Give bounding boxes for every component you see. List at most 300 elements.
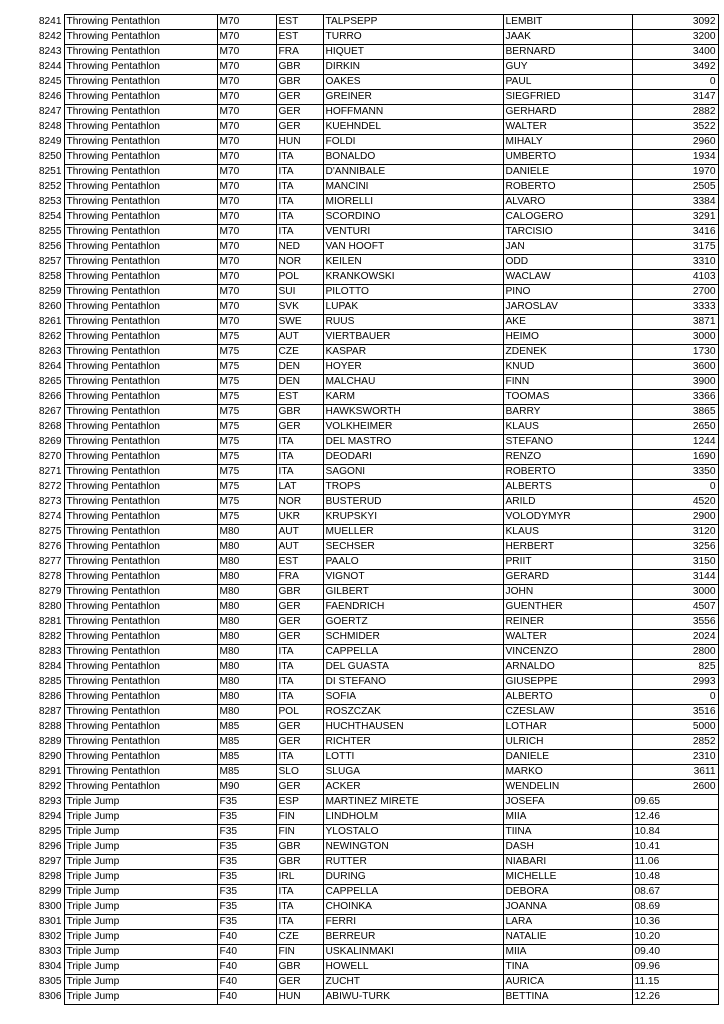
event-cell: Throwing Pentathlon <box>64 525 217 540</box>
category-cell: M70 <box>217 150 276 165</box>
table-row <box>28 390 718 405</box>
table-row <box>28 330 718 345</box>
last-name-cell: RICHTER <box>323 735 503 750</box>
event-cell: Throwing Pentathlon <box>64 420 217 435</box>
category-cell: F35 <box>217 915 276 930</box>
first-name-cell: ALVARO <box>503 195 632 210</box>
row-number: 8279 <box>38 586 62 597</box>
table-row <box>28 555 718 570</box>
event-cell: Throwing Pentathlon <box>64 540 217 555</box>
points-cell: 3492 <box>632 60 718 75</box>
first-name-cell: CZESLAW <box>503 705 632 720</box>
event-cell: Throwing Pentathlon <box>64 510 217 525</box>
category-cell: M75 <box>217 375 276 390</box>
last-name-cell: PILOTTO <box>323 285 503 300</box>
mark-cell: 11.06 <box>632 855 718 870</box>
first-name-cell: UMBERTO <box>503 150 632 165</box>
nation-cell: GER <box>276 735 323 750</box>
table-row <box>28 660 718 675</box>
table-row <box>28 405 718 420</box>
last-name-cell: SECHSER <box>323 540 503 555</box>
row-number: 8246 <box>38 91 62 102</box>
category-cell: F35 <box>217 795 276 810</box>
table-row <box>28 480 718 495</box>
table-row <box>28 510 718 525</box>
table-row <box>28 885 718 900</box>
table-row <box>28 795 718 810</box>
mark-cell: 12.46 <box>632 810 718 825</box>
mark-cell: 10.48 <box>632 870 718 885</box>
row-number: 8280 <box>38 601 62 612</box>
row-number: 8251 <box>38 166 62 177</box>
event-cell: Throwing Pentathlon <box>64 675 217 690</box>
row-number: 8287 <box>38 706 62 717</box>
row-number: 8274 <box>38 511 62 522</box>
last-name-cell: TALPSEPP <box>323 15 503 30</box>
first-name-cell: ROBERTO <box>503 180 632 195</box>
first-name-cell: HERBERT <box>503 540 632 555</box>
first-name-cell: PINO <box>503 285 632 300</box>
row-number: 8289 <box>38 736 62 747</box>
first-name-cell: ARILD <box>503 495 632 510</box>
event-cell: Throwing Pentathlon <box>64 615 217 630</box>
first-name-cell: GUY <box>503 60 632 75</box>
first-name-cell: ODD <box>503 255 632 270</box>
table-row <box>28 675 718 690</box>
last-name-cell: DEL MASTRO <box>323 435 503 450</box>
points-cell: 0 <box>632 690 718 705</box>
last-name-cell: HAWKSWORTH <box>323 405 503 420</box>
row-number: 8261 <box>38 316 62 327</box>
category-cell: M70 <box>217 180 276 195</box>
nation-cell: AUT <box>276 330 323 345</box>
table-row <box>28 30 718 45</box>
event-cell: Throwing Pentathlon <box>64 255 217 270</box>
nation-cell: HUN <box>276 990 323 1005</box>
nation-cell: GBR <box>276 840 323 855</box>
row-number: 8263 <box>38 346 62 357</box>
category-cell: M70 <box>217 120 276 135</box>
category-cell: M70 <box>217 315 276 330</box>
points-cell: 2900 <box>632 510 718 525</box>
nation-cell: FRA <box>276 45 323 60</box>
row-number: 8284 <box>38 661 62 672</box>
last-name-cell: HUCHTHAUSEN <box>323 720 503 735</box>
first-name-cell: ALBERTO <box>503 690 632 705</box>
nation-cell: GER <box>276 120 323 135</box>
last-name-cell: GREINER <box>323 90 503 105</box>
nation-cell: SLO <box>276 765 323 780</box>
points-cell: 2700 <box>632 285 718 300</box>
last-name-cell: HOYER <box>323 360 503 375</box>
row-number: 8268 <box>38 421 62 432</box>
nation-cell: ITA <box>276 450 323 465</box>
first-name-cell: ZDENEK <box>503 345 632 360</box>
event-cell: Triple Jump <box>64 825 217 840</box>
nation-cell: GBR <box>276 855 323 870</box>
nation-cell: ITA <box>276 165 323 180</box>
row-number: 8292 <box>38 781 62 792</box>
last-name-cell: BUSTERUD <box>323 495 503 510</box>
last-name-cell: ABIWU-TURK <box>323 990 503 1005</box>
row-number: 8288 <box>38 721 62 732</box>
first-name-cell: HEIMO <box>503 330 632 345</box>
table-row <box>28 840 718 855</box>
nation-cell: GER <box>276 615 323 630</box>
row-number: 8285 <box>38 676 62 687</box>
nation-cell: FIN <box>276 945 323 960</box>
category-cell: M80 <box>217 630 276 645</box>
last-name-cell: KARM <box>323 390 503 405</box>
category-cell: M75 <box>217 435 276 450</box>
row-number: 8290 <box>38 751 62 762</box>
category-cell: M80 <box>217 555 276 570</box>
row-number: 8252 <box>38 181 62 192</box>
category-cell: M75 <box>217 390 276 405</box>
table-row <box>28 45 718 60</box>
event-cell: Triple Jump <box>64 855 217 870</box>
last-name-cell: SOFIA <box>323 690 503 705</box>
category-cell: M70 <box>217 45 276 60</box>
last-name-cell: MANCINI <box>323 180 503 195</box>
category-cell: F40 <box>217 945 276 960</box>
first-name-cell: LOTHAR <box>503 720 632 735</box>
points-cell: 3333 <box>632 300 718 315</box>
category-cell: M85 <box>217 765 276 780</box>
table-row <box>28 120 718 135</box>
table-row <box>28 585 718 600</box>
last-name-cell: MALCHAU <box>323 375 503 390</box>
last-name-cell: USKALINMAKI <box>323 945 503 960</box>
nation-cell: GER <box>276 630 323 645</box>
nation-cell: DEN <box>276 375 323 390</box>
category-cell: M80 <box>217 570 276 585</box>
row-number: 8291 <box>38 766 62 777</box>
first-name-cell: JOANNA <box>503 900 632 915</box>
last-name-cell: SCHMIDER <box>323 630 503 645</box>
event-cell: Throwing Pentathlon <box>64 495 217 510</box>
points-cell: 3366 <box>632 390 718 405</box>
nation-cell: EST <box>276 15 323 30</box>
event-cell: Throwing Pentathlon <box>64 585 217 600</box>
nation-cell: IRL <box>276 870 323 885</box>
table-row <box>28 495 718 510</box>
first-name-cell: NATALIE <box>503 930 632 945</box>
event-cell: Triple Jump <box>64 945 217 960</box>
points-cell: 3556 <box>632 615 718 630</box>
row-number: 8299 <box>38 886 62 897</box>
nation-cell: FRA <box>276 570 323 585</box>
category-cell: M75 <box>217 420 276 435</box>
first-name-cell: TIINA <box>503 825 632 840</box>
row-number: 8244 <box>38 61 62 72</box>
table-row <box>28 345 718 360</box>
nation-cell: CZE <box>276 930 323 945</box>
nation-cell: GER <box>276 420 323 435</box>
nation-cell: CZE <box>276 345 323 360</box>
table-row <box>28 165 718 180</box>
row-number: 8248 <box>38 121 62 132</box>
row-number: 8250 <box>38 151 62 162</box>
nation-cell: UKR <box>276 510 323 525</box>
nation-cell: ITA <box>276 915 323 930</box>
category-cell: F35 <box>217 825 276 840</box>
first-name-cell: WACLAW <box>503 270 632 285</box>
points-cell: 3175 <box>632 240 718 255</box>
event-cell: Throwing Pentathlon <box>64 30 217 45</box>
event-cell: Throwing Pentathlon <box>64 60 217 75</box>
event-cell: Throwing Pentathlon <box>64 120 217 135</box>
row-number: 8267 <box>38 406 62 417</box>
first-name-cell: DEBORA <box>503 885 632 900</box>
nation-cell: ITA <box>276 750 323 765</box>
points-cell: 1244 <box>632 435 718 450</box>
last-name-cell: ACKER <box>323 780 503 795</box>
last-name-cell: D'ANNIBALE <box>323 165 503 180</box>
row-number: 8297 <box>38 856 62 867</box>
first-name-cell: MIIA <box>503 945 632 960</box>
row-number: 8305 <box>38 976 62 987</box>
table-row <box>28 690 718 705</box>
row-number: 8265 <box>38 376 62 387</box>
last-name-cell: KEILEN <box>323 255 503 270</box>
category-cell: M70 <box>217 270 276 285</box>
row-number: 8278 <box>38 571 62 582</box>
category-cell: M80 <box>217 660 276 675</box>
nation-cell: NOR <box>276 255 323 270</box>
table-row <box>28 915 718 930</box>
points-cell: 3871 <box>632 315 718 330</box>
nation-cell: LAT <box>276 480 323 495</box>
points-cell: 0 <box>632 480 718 495</box>
table-row <box>28 600 718 615</box>
row-number: 8247 <box>38 106 62 117</box>
nation-cell: ITA <box>276 435 323 450</box>
points-cell: 1970 <box>632 165 718 180</box>
table-row <box>28 135 718 150</box>
table-row <box>28 285 718 300</box>
nation-cell: ITA <box>276 900 323 915</box>
last-name-cell: HOWELL <box>323 960 503 975</box>
first-name-cell: GERARD <box>503 570 632 585</box>
category-cell: F35 <box>217 870 276 885</box>
event-cell: Throwing Pentathlon <box>64 450 217 465</box>
last-name-cell: KASPAR <box>323 345 503 360</box>
last-name-cell: VENTURI <box>323 225 503 240</box>
nation-cell: SVK <box>276 300 323 315</box>
last-name-cell: SAGONI <box>323 465 503 480</box>
table-row <box>28 990 718 1005</box>
row-number: 8273 <box>38 496 62 507</box>
first-name-cell: SIEGFRIED <box>503 90 632 105</box>
points-cell: 2310 <box>632 750 718 765</box>
last-name-cell: CAPPELLA <box>323 645 503 660</box>
last-name-cell: DURING <box>323 870 503 885</box>
event-cell: Throwing Pentathlon <box>64 105 217 120</box>
event-cell: Throwing Pentathlon <box>64 165 217 180</box>
last-name-cell: DEODARI <box>323 450 503 465</box>
points-cell: 4103 <box>632 270 718 285</box>
table-row <box>28 300 718 315</box>
points-cell: 2960 <box>632 135 718 150</box>
last-name-cell: BERREUR <box>323 930 503 945</box>
event-cell: Throwing Pentathlon <box>64 630 217 645</box>
event-cell: Throwing Pentathlon <box>64 405 217 420</box>
event-cell: Throwing Pentathlon <box>64 225 217 240</box>
first-name-cell: FINN <box>503 375 632 390</box>
last-name-cell: KRUPSKYI <box>323 510 503 525</box>
points-cell: 2993 <box>632 675 718 690</box>
event-cell: Throwing Pentathlon <box>64 330 217 345</box>
first-name-cell: LARA <box>503 915 632 930</box>
row-number: 8298 <box>38 871 62 882</box>
table-row <box>28 270 718 285</box>
event-cell: Throwing Pentathlon <box>64 240 217 255</box>
last-name-cell: CAPPELLA <box>323 885 503 900</box>
event-cell: Throwing Pentathlon <box>64 360 217 375</box>
last-name-cell: GOERTZ <box>323 615 503 630</box>
last-name-cell: DIRKIN <box>323 60 503 75</box>
row-number: 8306 <box>38 991 62 1002</box>
nation-cell: GBR <box>276 60 323 75</box>
nation-cell: FIN <box>276 825 323 840</box>
first-name-cell: KLAUS <box>503 525 632 540</box>
category-cell: F40 <box>217 930 276 945</box>
category-cell: M70 <box>217 135 276 150</box>
row-number: 8258 <box>38 271 62 282</box>
points-cell: 1934 <box>632 150 718 165</box>
category-cell: M75 <box>217 330 276 345</box>
first-name-cell: ARNALDO <box>503 660 632 675</box>
event-cell: Throwing Pentathlon <box>64 15 217 30</box>
nation-cell: ITA <box>276 465 323 480</box>
points-cell: 3092 <box>632 15 718 30</box>
category-cell: M70 <box>217 165 276 180</box>
category-cell: M70 <box>217 285 276 300</box>
event-cell: Triple Jump <box>64 810 217 825</box>
last-name-cell: VIGNOT <box>323 570 503 585</box>
nation-cell: POL <box>276 270 323 285</box>
category-cell: M70 <box>217 195 276 210</box>
row-number: 8270 <box>38 451 62 462</box>
category-cell: F35 <box>217 810 276 825</box>
row-number: 8257 <box>38 256 62 267</box>
mark-cell: 08.69 <box>632 900 718 915</box>
first-name-cell: TOOMAS <box>503 390 632 405</box>
points-cell: 2505 <box>632 180 718 195</box>
category-cell: M75 <box>217 495 276 510</box>
category-cell: M75 <box>217 480 276 495</box>
nation-cell: GER <box>276 600 323 615</box>
nation-cell: FIN <box>276 810 323 825</box>
last-name-cell: LUPAK <box>323 300 503 315</box>
table-row <box>28 180 718 195</box>
mark-cell: 10.84 <box>632 825 718 840</box>
row-number: 8249 <box>38 136 62 147</box>
table-row <box>28 825 718 840</box>
category-cell: F35 <box>217 855 276 870</box>
results-table-body <box>28 15 718 1005</box>
last-name-cell: HOFFMANN <box>323 105 503 120</box>
last-name-cell: RUUS <box>323 315 503 330</box>
last-name-cell: LINDHOLM <box>323 810 503 825</box>
row-number: 8295 <box>38 826 62 837</box>
nation-cell: GER <box>276 105 323 120</box>
row-number: 8241 <box>38 16 62 27</box>
points-cell: 5000 <box>632 720 718 735</box>
first-name-cell: REINER <box>503 615 632 630</box>
table-row <box>28 105 718 120</box>
last-name-cell: YLOSTALO <box>323 825 503 840</box>
first-name-cell: AKE <box>503 315 632 330</box>
nation-cell: GER <box>276 90 323 105</box>
row-number: 8260 <box>38 301 62 312</box>
points-cell: 3310 <box>632 255 718 270</box>
table-row <box>28 315 718 330</box>
category-cell: M70 <box>217 90 276 105</box>
nation-cell: ITA <box>276 690 323 705</box>
first-name-cell: BERNARD <box>503 45 632 60</box>
row-number: 8255 <box>38 226 62 237</box>
first-name-cell: LEMBIT <box>503 15 632 30</box>
first-name-cell: MARKO <box>503 765 632 780</box>
category-cell: M90 <box>217 780 276 795</box>
table-row <box>28 195 718 210</box>
row-number: 8301 <box>38 916 62 927</box>
first-name-cell: ALBERTS <box>503 480 632 495</box>
category-cell: M70 <box>217 30 276 45</box>
event-cell: Throwing Pentathlon <box>64 750 217 765</box>
row-number: 8262 <box>38 331 62 342</box>
table-row <box>28 900 718 915</box>
nation-cell: GER <box>276 975 323 990</box>
points-cell: 2650 <box>632 420 718 435</box>
nation-cell: EST <box>276 390 323 405</box>
event-cell: Throwing Pentathlon <box>64 465 217 480</box>
row-number: 8266 <box>38 391 62 402</box>
table-row <box>28 90 718 105</box>
event-cell: Throwing Pentathlon <box>64 210 217 225</box>
row-number: 8253 <box>38 196 62 207</box>
mark-cell: 10.36 <box>632 915 718 930</box>
table-row <box>28 720 718 735</box>
category-cell: M80 <box>217 675 276 690</box>
row-number: 8277 <box>38 556 62 567</box>
points-cell: 2852 <box>632 735 718 750</box>
row-number: 8302 <box>38 931 62 942</box>
nation-cell: ITA <box>276 660 323 675</box>
nation-cell: SUI <box>276 285 323 300</box>
event-cell: Triple Jump <box>64 885 217 900</box>
category-cell: F40 <box>217 960 276 975</box>
category-cell: F35 <box>217 900 276 915</box>
row-number: 8296 <box>38 841 62 852</box>
last-name-cell: ROSZCZAK <box>323 705 503 720</box>
first-name-cell: KNUD <box>503 360 632 375</box>
nation-cell: GBR <box>276 585 323 600</box>
points-cell: 3600 <box>632 360 718 375</box>
row-number: 8304 <box>38 961 62 972</box>
mark-cell: 09.96 <box>632 960 718 975</box>
nation-cell: NOR <box>276 495 323 510</box>
table-row <box>28 855 718 870</box>
points-cell: 3400 <box>632 45 718 60</box>
category-cell: M70 <box>217 105 276 120</box>
category-cell: M70 <box>217 225 276 240</box>
last-name-cell: KUEHNDEL <box>323 120 503 135</box>
row-number: 8282 <box>38 631 62 642</box>
category-cell: M75 <box>217 405 276 420</box>
